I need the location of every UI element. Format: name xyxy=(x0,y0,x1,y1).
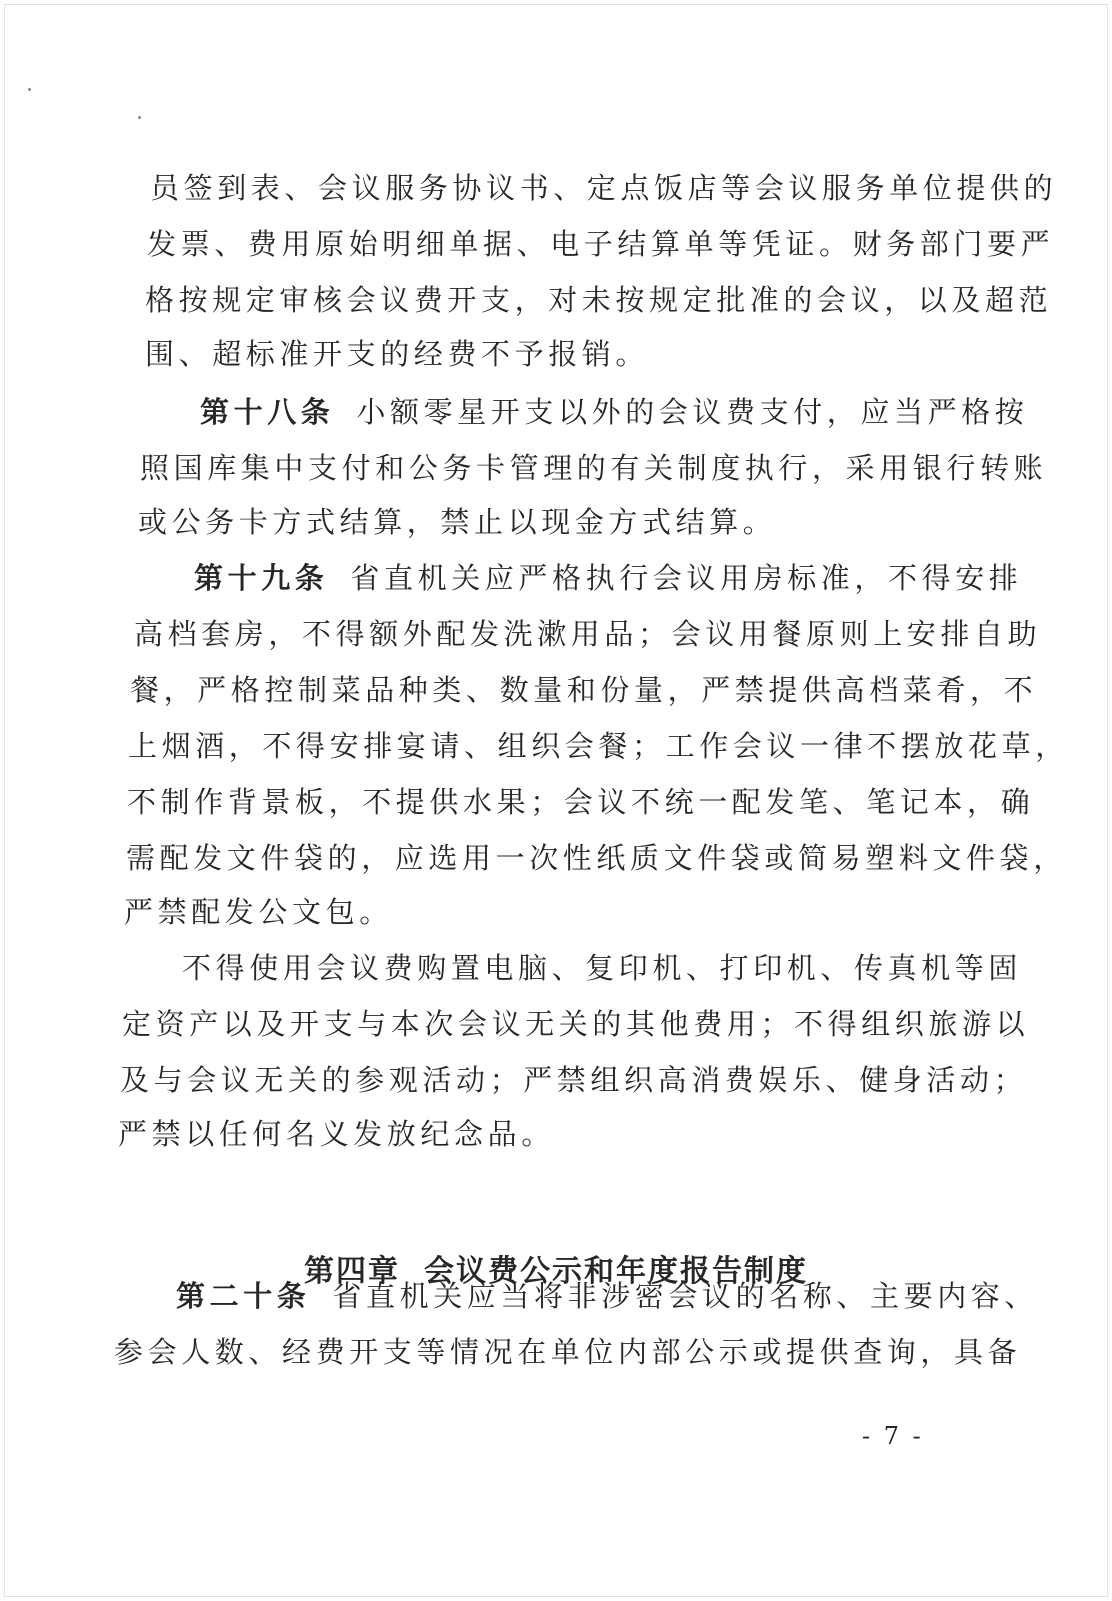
article-20-text: 省直机关应当将非涉密会议的名称、主要内容、 xyxy=(332,1279,1039,1313)
body-line: 定资产以及开支与本次会议无关的其他费用；不得组织旅游以 xyxy=(122,1007,1030,1041)
body-line: 餐，严格控制菜品种类、数量和份量，严禁提供高档菜肴，不 xyxy=(130,673,1038,707)
article-18-text: 小额零星开支以外的会议费支付，应当严格按 xyxy=(356,395,1029,429)
article-18-first-line xyxy=(200,392,1028,432)
body-line: 或公务卡方式结算，禁止以现金方式结算。 xyxy=(138,505,777,539)
chapter-title: 会议费公示和年度报告制度 xyxy=(424,1254,808,1289)
body-line: 及与会议无关的参观活动；严禁组织高消费娱乐、健身活动； xyxy=(120,1063,1028,1097)
body-line: 参会人数、经费开支等情况在单位内部公示或提供查询，具备 xyxy=(114,1335,1022,1369)
scan-speck xyxy=(138,116,141,119)
page-number: - 7 - xyxy=(862,1422,924,1450)
body-line: 高档套房，不得额外配发洗漱用品；会议用餐原则上安排自助 xyxy=(134,617,1042,651)
body-line: 发票、费用原始明细单据、电子结算单等凭证。财务部门要严 xyxy=(147,227,1055,261)
article-20-label: 第二十条 xyxy=(176,1279,311,1313)
scan-speck xyxy=(28,88,31,91)
body-line: 不得使用会议费购置电脑、复印机、打印机、传真机等固 xyxy=(182,951,1023,985)
article-20-first-line xyxy=(176,1276,1038,1316)
body-line: 不制作背景板，不提供水果；会议不统一配发笔、笔记本，确 xyxy=(127,785,1035,819)
body-line: 上烟酒，不得安排宴请、组织会餐；工作会议一律不摆放花草， xyxy=(128,729,1069,763)
article-19-first-line xyxy=(194,558,1022,598)
body-line: 围、超标准开支的经费不予报销。 xyxy=(145,337,650,371)
body-line: 照国库集中支付和公务卡管理的有关制度执行，采用银行转账 xyxy=(140,451,1048,485)
article-19-text: 省直机关应严格执行会议用房标准，不得安排 xyxy=(350,561,1023,595)
body-line: 格按规定审核会议费开支，对未按规定批准的会议，以及超范 xyxy=(145,283,1053,317)
article-18-label: 第十八条 xyxy=(200,395,335,429)
body-line: 需配发文件袋的，应选用一次性纸质文件袋或简易塑料文件袋， xyxy=(126,841,1067,875)
body-line: 员签到表、会议服务协议书、定点饭店等会议服务单位提供的 xyxy=(150,171,1058,205)
body-line: 严禁以任何名义发放纪念品。 xyxy=(118,1117,555,1151)
article-19-label: 第十九条 xyxy=(194,561,329,595)
body-line: 严禁配发公文包。 xyxy=(124,895,393,929)
chapter-number: 第四章 xyxy=(304,1254,400,1289)
